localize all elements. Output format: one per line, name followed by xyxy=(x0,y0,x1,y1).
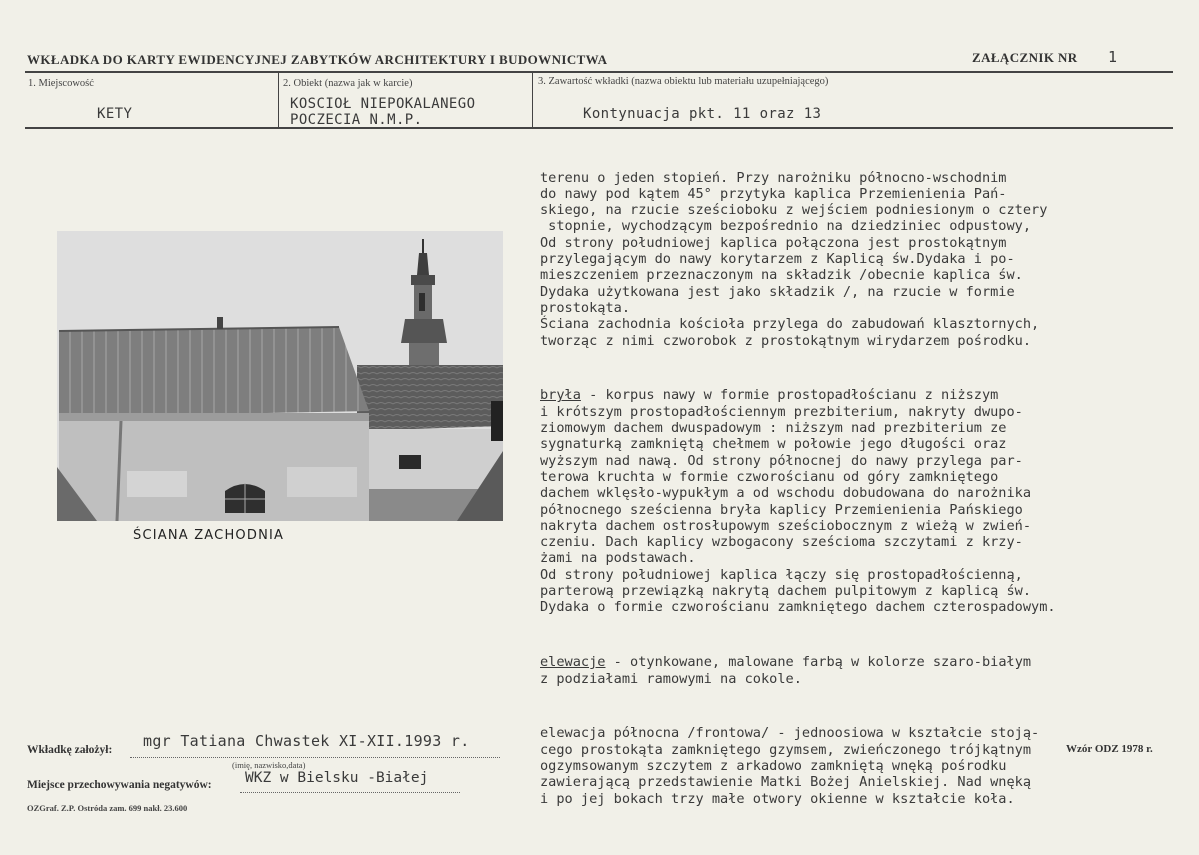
place-label: 1. Miejscowość xyxy=(28,78,94,89)
paragraph-bryla: bryła - korpus nawy w formie prostopadłościanu z niższym i krótszym prostopadłościennym prezbiterium, nakryty dwupo- ziomowym dachem dwuspadowym : niższym nad prezbiterium ze sygnaturką zamkniętą chełmem w połowie jego długości oraz wyższym nad nawą. Od strony północnej do nawy przylega par- terowa kruchta w formie czworościanu od góry zamkniętego dachem wklęsło-wypukłym a od wschodu dobudowana do narożnika północnego sześcienna bryła kaplicy Przemienienia Pańskiego nakryta dachem ostrosłupowym sześciobocznym z wieżą w zwień- czeniu. Dach kaplicy wzbogacony sześcioma szczytami z krzy- żami na podstawach. Od strony południowej kaplica łączy się prostopadłościenną, parterową przewiązką nakrytą dachem pulpitowym z kaplicą św. Dydaka o formie czworościanu zamkniętego dachem czterospadowym. xyxy=(540,387,1056,616)
object-value-line2: POCZECIA N.M.P. xyxy=(290,112,423,128)
fields-rule xyxy=(25,127,1173,129)
header-rule xyxy=(25,71,1173,73)
term-elewacje: elewacje xyxy=(540,654,606,671)
form-code: Wzór ODZ 1978 r. xyxy=(1066,743,1153,755)
author-dotline xyxy=(130,757,500,758)
printer-info: OZGraf. Z.P. Ostróda zam. 699 nakł. 23.600 xyxy=(27,803,188,813)
line: terenu o jeden stopień. Przy narożniku północno-wschodnim xyxy=(540,169,1007,186)
content-label: 3. Zawartość wkładki (nazwa obiektu lub materiału uzupełniającego) xyxy=(538,76,829,87)
paragraph-elewacje: elewacje - otynkowane, malowane farbą w kolorze szaro-białym z podziałami ramowymi na cokole. xyxy=(540,654,1032,687)
content-value: Kontynuacja pkt. 11 oraz 13 xyxy=(583,106,822,122)
object-label: 2. Obiekt (nazwa jak w karcie) xyxy=(283,78,413,89)
paragraph-location: terenu o jeden stopień. Przy narożniku północno-wschodnim do nawy pod kątem 45° przytyka kaplica Przemienienia Pań- skiego, na rzucie sześcioboku z wejściem podniesionym o cztery stopnie, wychodzącym bezpośrednio na dziedziniec odpustowy, Od strony południowej kaplica połączona jest prostokątnym przylegającym do nawy korytarzem z Kaplicą św.Dydaka i po- mieszczeniem przeznaczonym na składzik /obecnie kaplica św. Dydaka użytkowana jest jako składzik /, na rzucie w formie prostokąta. Ściana zachodnia kościoła przylega do zabudowań klasztornych, tworząc z nimi czworobok z prostokątnym wirydarzem pośrodku. xyxy=(540,169,1048,349)
author-value: mgr Tatiana Chwastek XI-XII.1993 r. xyxy=(143,732,470,750)
photo-caption: ŚCIANA ZACHODNIA xyxy=(133,528,285,543)
storage-dotline xyxy=(240,792,460,793)
attachment-label: ZAŁĄCZNIK NR xyxy=(972,50,1078,65)
description-text xyxy=(540,137,1195,829)
building-photo xyxy=(57,231,503,521)
storage-label: Miejsce przechowywania negatywów: xyxy=(27,779,212,791)
storage-value: WKZ w Bielsku -Białej xyxy=(245,770,429,786)
attachment-number: 1 xyxy=(1108,48,1118,66)
field-divider-1 xyxy=(278,73,279,128)
church-west-wall-image xyxy=(57,231,503,521)
object-value-line1: KOSCIOŁ NIEPOKALANEGO xyxy=(290,96,476,112)
paragraph-elewacja-polnocna: elewacja północna /frontowa/ - jednoosiowa w kształcie stoją- cego prostokąta zamkniętego gzymsem, zwieńczonego trójkątnym ogzymsowanym szczytem z arkadowo zamkniętą wnęką pośrodku zawierającą przedstawienie Matki Bożej Anielskiej. Nad wnęką i po jej bokach trzy małe otwory okienne w kształcie koła. xyxy=(540,725,1040,807)
author-hint: (imię, nazwisko,data) xyxy=(232,760,306,770)
form-title: WKŁADKA DO KARTY EWIDENCYJNEJ ZABYTKÓW ARCHITEKTURY I BUDOWNICTWA xyxy=(27,52,608,67)
term-bryla: bryła xyxy=(540,387,581,404)
place-value: KETY xyxy=(97,106,133,122)
author-label: Wkładkę założył: xyxy=(27,744,113,756)
field-divider-2 xyxy=(532,73,533,128)
